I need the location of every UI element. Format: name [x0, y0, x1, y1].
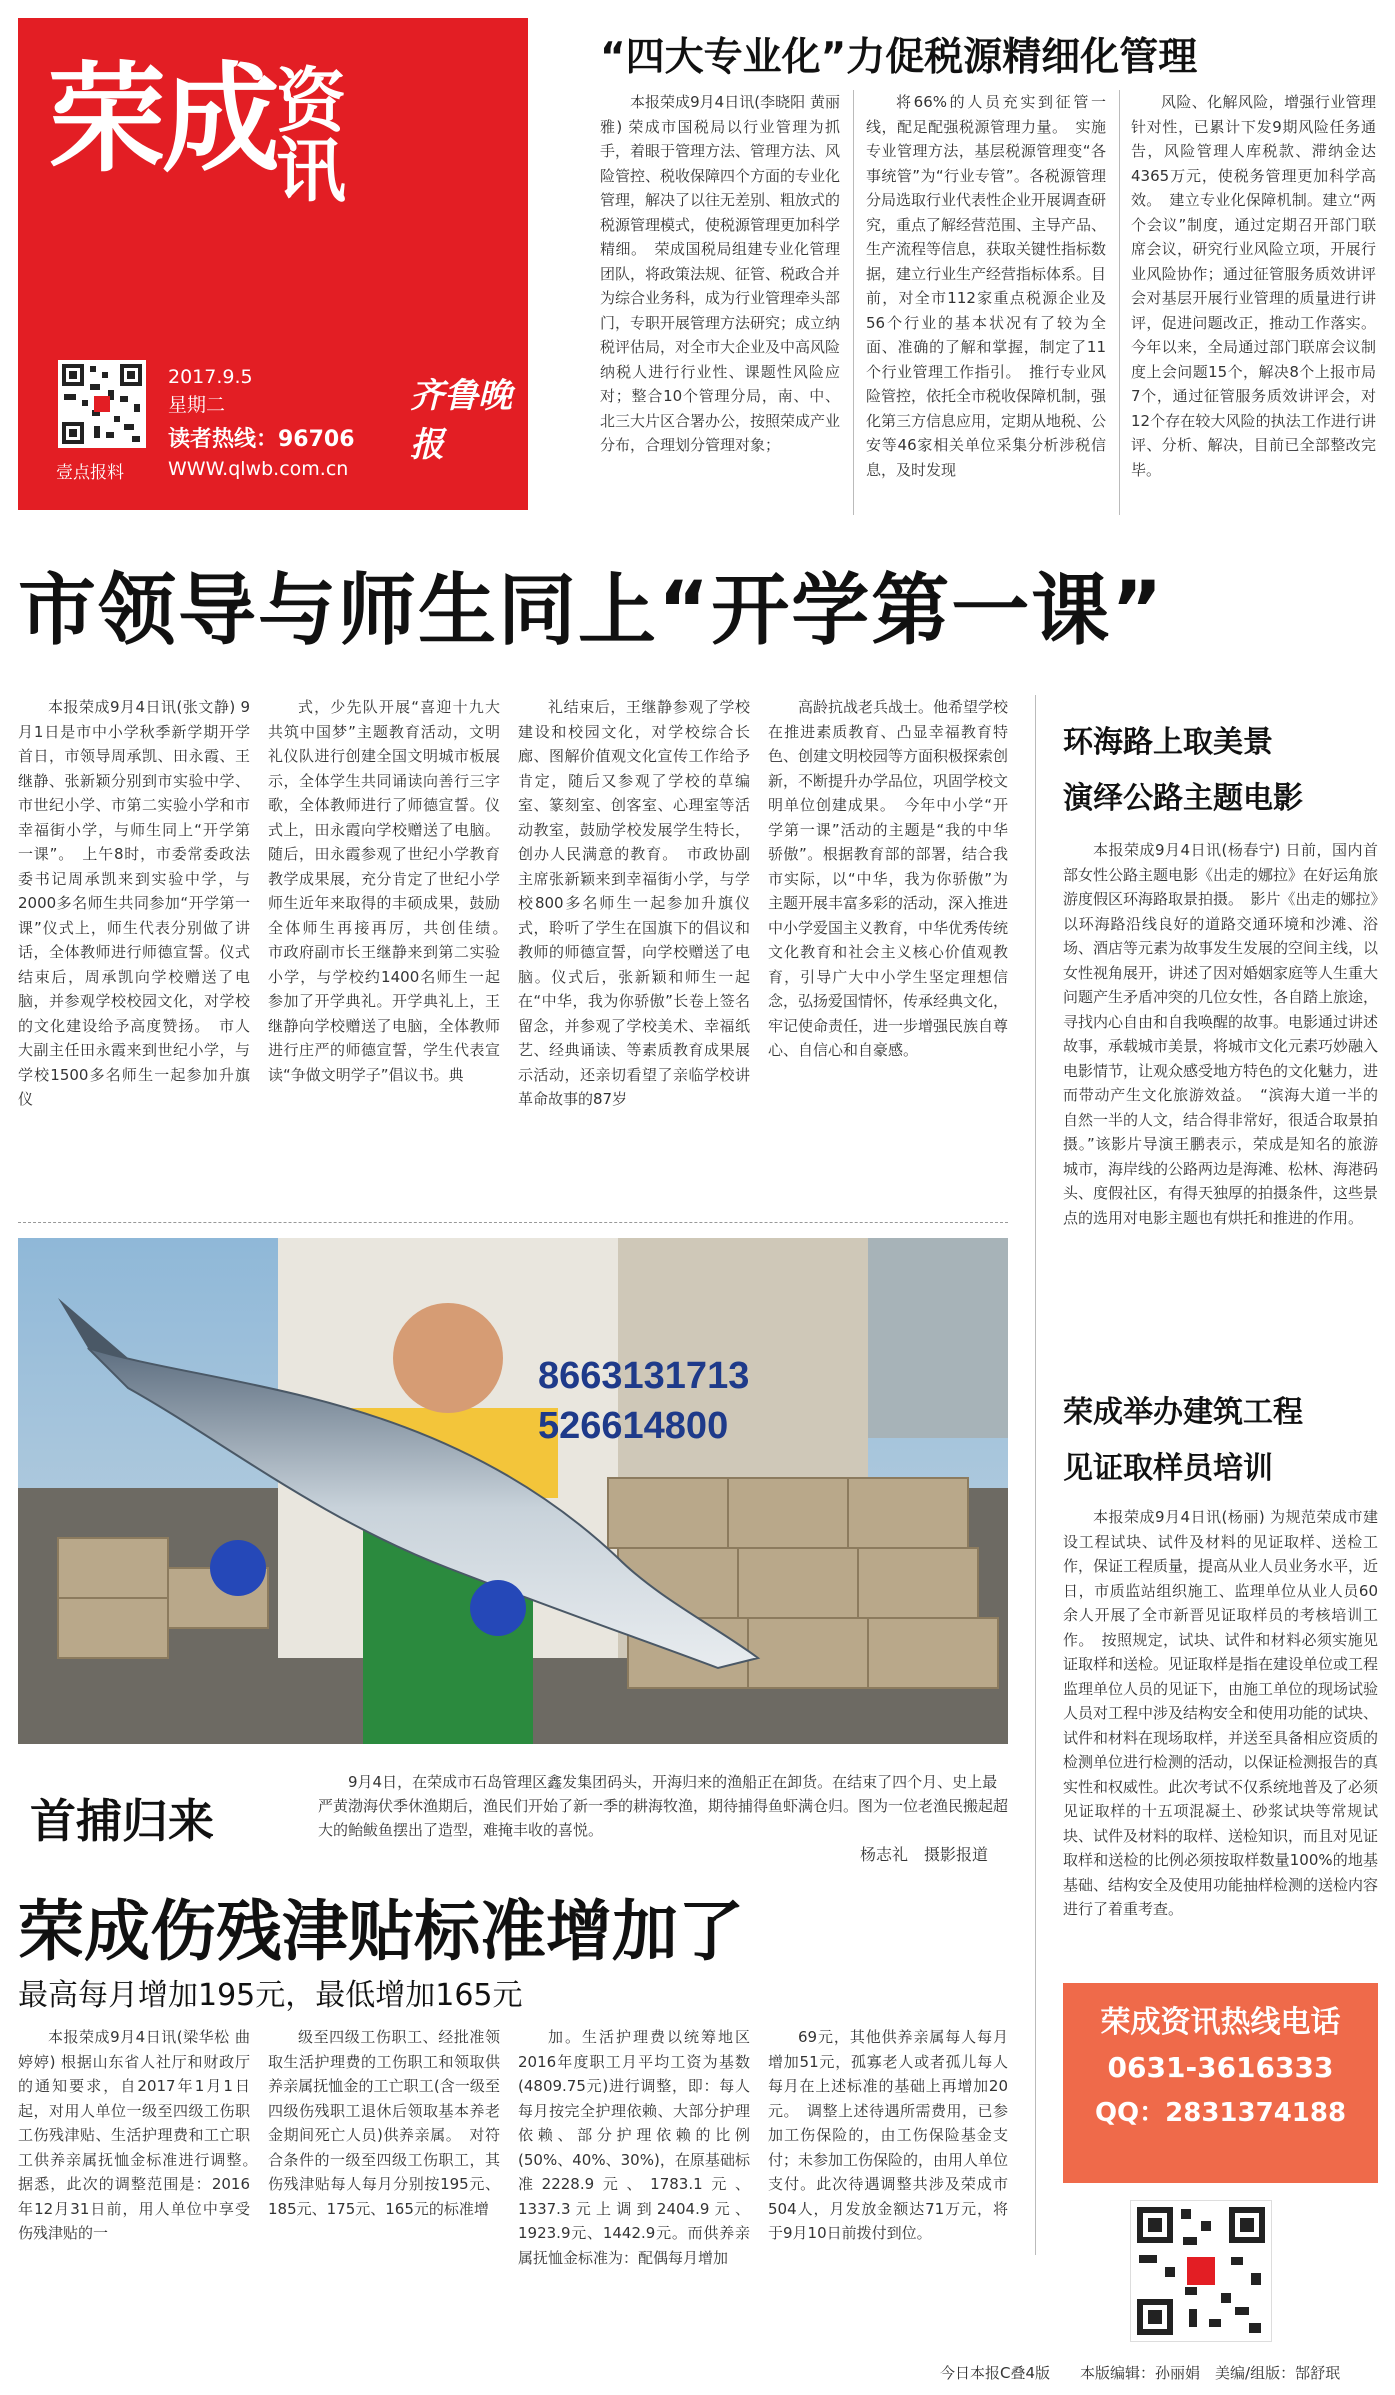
- school-article-col4: [768, 695, 1008, 1210]
- subsidy-article-col3: [518, 2025, 750, 2345]
- tax-article-title: “四大专业化”力促税源精细化管理: [600, 35, 1198, 80]
- subsidy-article-col3-text: 加。生活护理费以统筹地区2016年度职工月平均工资为基数(4809.75元)进行调整，即：每人每月按完全护理依赖、大部分护理依赖、部分护理依赖的比例(50%、40%、30%)，在原基础标准2228.9元、1783.1元、1337.3元上调到2404.9元、1923.9元、1442.9元。而供养亲属抚恤金标准为：配偶每月增加: [518, 2028, 750, 2267]
- training-title-line1: 荣成举办建筑工程: [1063, 1395, 1303, 1430]
- tax-article-col3-text: 风险、化解风险，增强行业管理针对性，已累计下发9期风险任务通告，风险管理人库税款、滞纳金达4365万元，使税务管理更加科学高效。 建立专业化保障机制。建立“两个会议”制度，通过定期召开部门联席会议，研究行业风险立项，开展行业风险协作；通过征管服务质效讲评会对基层开展行业管理的质量进行讲评，促进问题改正，推动工作落实。今年以来，全局通过部门联席会议制度上会问题15个，解决8个上报市局7个，通过征管服务质效讲评会，对12个存在较大风险的执法工作进行讲评、分析、解决，目前已全部整改完毕。: [1131, 93, 1376, 479]
- movie-article-body: [1063, 838, 1378, 1358]
- column-divider: [853, 90, 854, 515]
- column-divider: [1119, 90, 1120, 515]
- school-article-col2-text: 式，少先队开展“喜迎十九大 共筑中国梦”主题教育活动，文明礼仪队进行创建全国文明城市板展示，全体学生共同诵读向善行三字歌，全体教师进行了师德宣誓。仪式上，田永霞向学校赠送了电脑。随后，田永霞参观了世纪小学教育教学成果展，充分肯定了世纪小学师生近年来取得的丰硕成果，鼓励全体师生再接再厉，共创佳绩。 市政府副市长王继静来到第二实验小学，与学校约1400名师生一起参加了开学典礼。开学典礼上，王继静向学校赠送了电脑，全体教师进行庄严的师德宣誓，学生代表宣读“争做文明学子”倡议书。典: [268, 698, 516, 1084]
- movie-title-line2: 演绎公路主题电影: [1063, 781, 1303, 816]
- date-text: 2017.9.5: [168, 366, 253, 388]
- qr-code-icon: [1131, 2201, 1271, 2341]
- subsidy-article-col1: [18, 2025, 266, 2345]
- hotline-box: [1063, 1983, 1378, 2183]
- masthead: [18, 18, 528, 510]
- masthead-title-side: 资讯: [276, 60, 343, 212]
- fisherman-photo-image: [18, 1238, 1008, 1744]
- photo-caption: 9月4日，在荣成市石岛管理区鑫发集团码头，开海归来的渔船正在卸货。在结束了四个月、史上最严黄渤海伏季休渔期后，渔民们开始了新一季的耕海牧渔，期待捕得鱼虾满仓归。图为一位老渔民搬起超大的鲐鲅鱼摆出了造型，难掩丰收的喜悦。: [318, 1773, 1009, 1839]
- reader-hotline: 读者热线：96706: [168, 427, 355, 452]
- issue-date: [168, 363, 253, 419]
- training-title-line2: 见证取样员培训: [1063, 1451, 1273, 1486]
- school-article-col3: [518, 695, 750, 1210]
- page-footer: 今日本报C叠4版 本版编辑：孙丽娟 美编/组版：郜舒珉: [940, 2364, 1341, 2382]
- hotline-phone[interactable]: 0631-3616333: [1107, 2051, 1334, 2084]
- photo-credit: 杨志礼 摄影报道: [860, 1845, 989, 1864]
- school-article-col3-text: 礼结束后，王继静参观了学校建设和校园文化，对学校综合长廊、图解价值观文化宣传工作给予肯定，随后又参观了学校的草编室、篆刻室、创客室、心理室等活动教室，鼓励学校发展学生特长，创办人民满意的教育。 市政协副主席张新颖来到幸福街小学，与学校800多名师生一起参加升旗仪式，聆听了学生在国旗下的倡议和教师的师德宣誓，向学校赠送了电脑。仪式后，张新颖和师生一起在“中华，我为你骄傲”长卷上签名留念，并参观了学校美术、幸福纸艺、经典诵读、等素质教育成果展示活动，还亲切看望了亲临学校讲革命故事的87岁: [518, 698, 750, 1108]
- subsidy-article-col4-text: 69元，其他供养亲属每人每月增加51元，孤寡老人或者孤儿每人每月在上述标准的基础上再增加20元。 调整上述待遇所需费用，已参加工伤保险的，由工伤保险基金支付；未参加工伤保险的，由用人单位支付。此次待遇调整共涉及荣成市504人，月发放金额达71万元，将于9月10日前拨付到位。: [768, 2028, 1009, 2242]
- website-link[interactable]: WWW.qlwb.com.cn: [168, 458, 349, 480]
- masthead-title: [48, 50, 350, 212]
- hotline-title: 荣成资讯热线电话: [1100, 2005, 1341, 2040]
- training-article-title: [1063, 1385, 1303, 1497]
- subsidy-article-title: 荣成伤残津贴标准增加了: [18, 1893, 744, 1970]
- weekday-text: 星期二: [168, 394, 226, 416]
- tax-article-col2-text: 将66%的人员充实到征管一线，配足配强税源管理力量。 实施专业管理方法，基层税源管理变“各事统管”为“行业专管”。各税源管理分局选取行业代表性企业开展调查研究，重点了解经营范围、主导产品、生产流程等信息，获取关键性指标数据，建立行业生产经营指标体系。目前，对全市112家重点税源企业及56个行业的基本状况有了较为全面、准确的了解和掌握，制定了11个行业管理工作指引。 推行专业风险管控，依托全市税收保障机制，强化第三方信息应用，定期从地税、公安等46家相关单位采集分析涉税信息，及时发现: [866, 93, 1107, 479]
- movie-article-text: 本报荣成9月4日讯(杨春宁) 日前，国内首部女性公路主题电影《出走的娜拉》在好运角旅游度假区环海路取景拍摄。 影片《出走的娜拉》以环海路沿线良好的道路交通环境和沙滩、浴场、酒店等元素为故事发生发展的空间主线，以女性视角展开，讲述了因对婚姻家庭等人生重大问题产生矛盾冲突的几位女性，各自踏上旅途，寻找内心自由和自我唤醒的故事。电影通过讲述故事，承载城市美景，将城市文化元素巧妙融入电影情节，让观众感受地方特色的文化魅力，进而带动产生文化旅游效益。 “滨海大道一半的自然一半的人文，结合得非常好，很适合取景拍摄。”该影片导演王鹏表示，荣成是知名的旅游城市，海岸线的公路两边是海滩、松林、海港码头、度假社区，有得天独厚的拍摄条件，这些景点的选用对电影主题也有烘托和推进的作用。: [1063, 841, 1379, 1227]
- subsidy-article-col4: [768, 2025, 1008, 2345]
- truck-phone-number-1: 8663131713: [538, 1355, 750, 1397]
- subsidy-article-subtitle: 最高每月增加195元，最低增加165元: [18, 1978, 523, 2013]
- subsidy-article-col2-text: 级至四级工伤职工、经批准领取生活护理费的工伤职工和领取供养亲属抚恤金的工亡职工(含一级至四级伤残职工退休后领取基本养老金期间死亡人员)供养亲属。 对符合条件的一级至四级工伤职工，其伤残津贴每人每月分别按195元、185元、175元、165元的标准增: [268, 2028, 500, 2218]
- school-article-col1-text: 本报荣成9月4日讯(张文静) 9月1日是市中小学秋季新学期开学首日，市领导周承凯、田永霞、王继静、张新颖分别到市实验中学、市世纪小学、市第二实验小学和市幸福街小学，与师生同上“开学第一课”。 上午8时，市委常委政法委书记周承凯来到实验中学，与2000多名师生共同参加“开学第一课”仪式上，师生代表分别做了讲话，全体教师进行师德宣誓。仪式结束后，周承凯向学校赠送了电脑，并参观学校校园文化，对学校的文化建设给予高度赞扬。 市人大副主任田永霞来到世纪小学，与学校1500多名师生一起参加升旗仪: [18, 698, 250, 1108]
- movie-title-line1: 环海路上取美景: [1063, 725, 1273, 760]
- fisherman-photo: [18, 1238, 1008, 1744]
- tax-article-col2: [866, 90, 1106, 520]
- hotline-qq[interactable]: QQ：2831374188: [1094, 2098, 1347, 2128]
- training-article-text: 本报荣成9月4日讯(杨丽) 为规范荣成市建设工程试块、试件及材料的见证取样、送检工作，保证工程质量，提高从业人员业务水平，近日，市质监站组织施工、监理单位从业人员60余人开展了全市新晋见证取样员的考核培训工作。 按照规定，试块、试件和材料必须实施见证取样和送检。见证取样是指在建设单位或工程监理单位人员的见证下，由施工单位的现场试验人员对工程中涉及结构安全和使用功能的试块、试件和材料在现场取样，并送至具备相应资质的检测单位进行检测的活动，以保证检测报告的真实性和权威性。此次考试不仅系统地普及了必须见证取样的十五项混凝土、砂浆试块等常规试块、试件及材料的取样、送检知识，而且对见证取样和送检的比例必须按取样数量100%的地基基础、结构安全及使用功能抽样检测的送检内容进行了着重考查。: [1063, 1508, 1379, 1918]
- masthead-title-main: 荣成: [48, 50, 277, 188]
- sidebar-divider: [1035, 695, 1036, 2255]
- truck-phone-number-2: 526614800: [538, 1405, 729, 1447]
- movie-article-title: [1063, 715, 1303, 827]
- training-article-body: [1063, 1505, 1378, 1960]
- school-article-col4-text: 高龄抗战老兵战士。他希望学校在推进素质教育、凸显幸福教育特色、创建文明校园等方面积极探索创新，不断提升办学品位，巩固学校文明单位创建成果。 今年中小学“开学第一课”活动的主题是“我的中华骄傲”。根据教育部的部署，结合我市实际，以“中华，我为你骄傲”为主题开展丰富多彩的活动，深入推进中小学爱国主义教育，中华优秀传统文化教育和社会主义核心价值观教育，引导广大中小学生坚定理想信念，弘扬爱国情怀，传承经典文化，牢记使命责任，进一步增强民族自尊心、自信心和自豪感。: [768, 698, 1009, 1059]
- photo-top-rule: [18, 1222, 1008, 1223]
- paper-logo: 齐鲁晚报: [410, 376, 512, 465]
- school-article-col2: [268, 695, 516, 1210]
- tax-article-col1-text: 本报荣成9月4日讯(李晓阳 黄丽雅) 荣成市国税局以行业管理为抓手，着眼于管理方法、管理方法、风险管控、税收保障四个方面的专业化管理，解决了以往无差别、粗放式的税源管理模式，使税源管理更加科学精细。 荣成国税局组建专业化管理团队，将政策法规、征管、税政合并为综合业务科，成为行业管理牵头部门，专职开展管理方法研究；成立纳税评估局，对全市大企业及中高风险纳税人进行行业性、课题性风险应对；整合10个管理分局，南、中、北三大片区合署办公，按照荣成产业分布，合理划分管理对象；: [600, 93, 841, 454]
- subsidy-article-col2: [268, 2025, 500, 2345]
- tax-article-col1: [600, 90, 840, 520]
- school-article-title: 市领导与师生同上“开学第一课”: [18, 566, 1165, 656]
- qr-caption: 壹点报料: [56, 463, 124, 483]
- photo-story-title: 首捕归来: [30, 1794, 214, 1848]
- qr-code-icon: [58, 360, 146, 448]
- tax-article-col3: [1131, 90, 1376, 520]
- hotline-qr-code[interactable]: [1130, 2200, 1272, 2342]
- subsidy-article-col1-text: 本报荣成9月4日讯(梁华松 曲婷婷) 根据山东省人社厅和财政厅的通知要求，自2017年1月1日起，对用人单位一级至四级工伤职工伤残津贴、生活护理费和工亡职工供养亲属抚恤金标准进行调整。 据悉，此次的调整范围是：2016年12月31日前，用人单位中享受伤残津贴的一: [18, 2028, 266, 2242]
- qr-code[interactable]: [58, 360, 146, 448]
- school-article-col1: [18, 695, 250, 1210]
